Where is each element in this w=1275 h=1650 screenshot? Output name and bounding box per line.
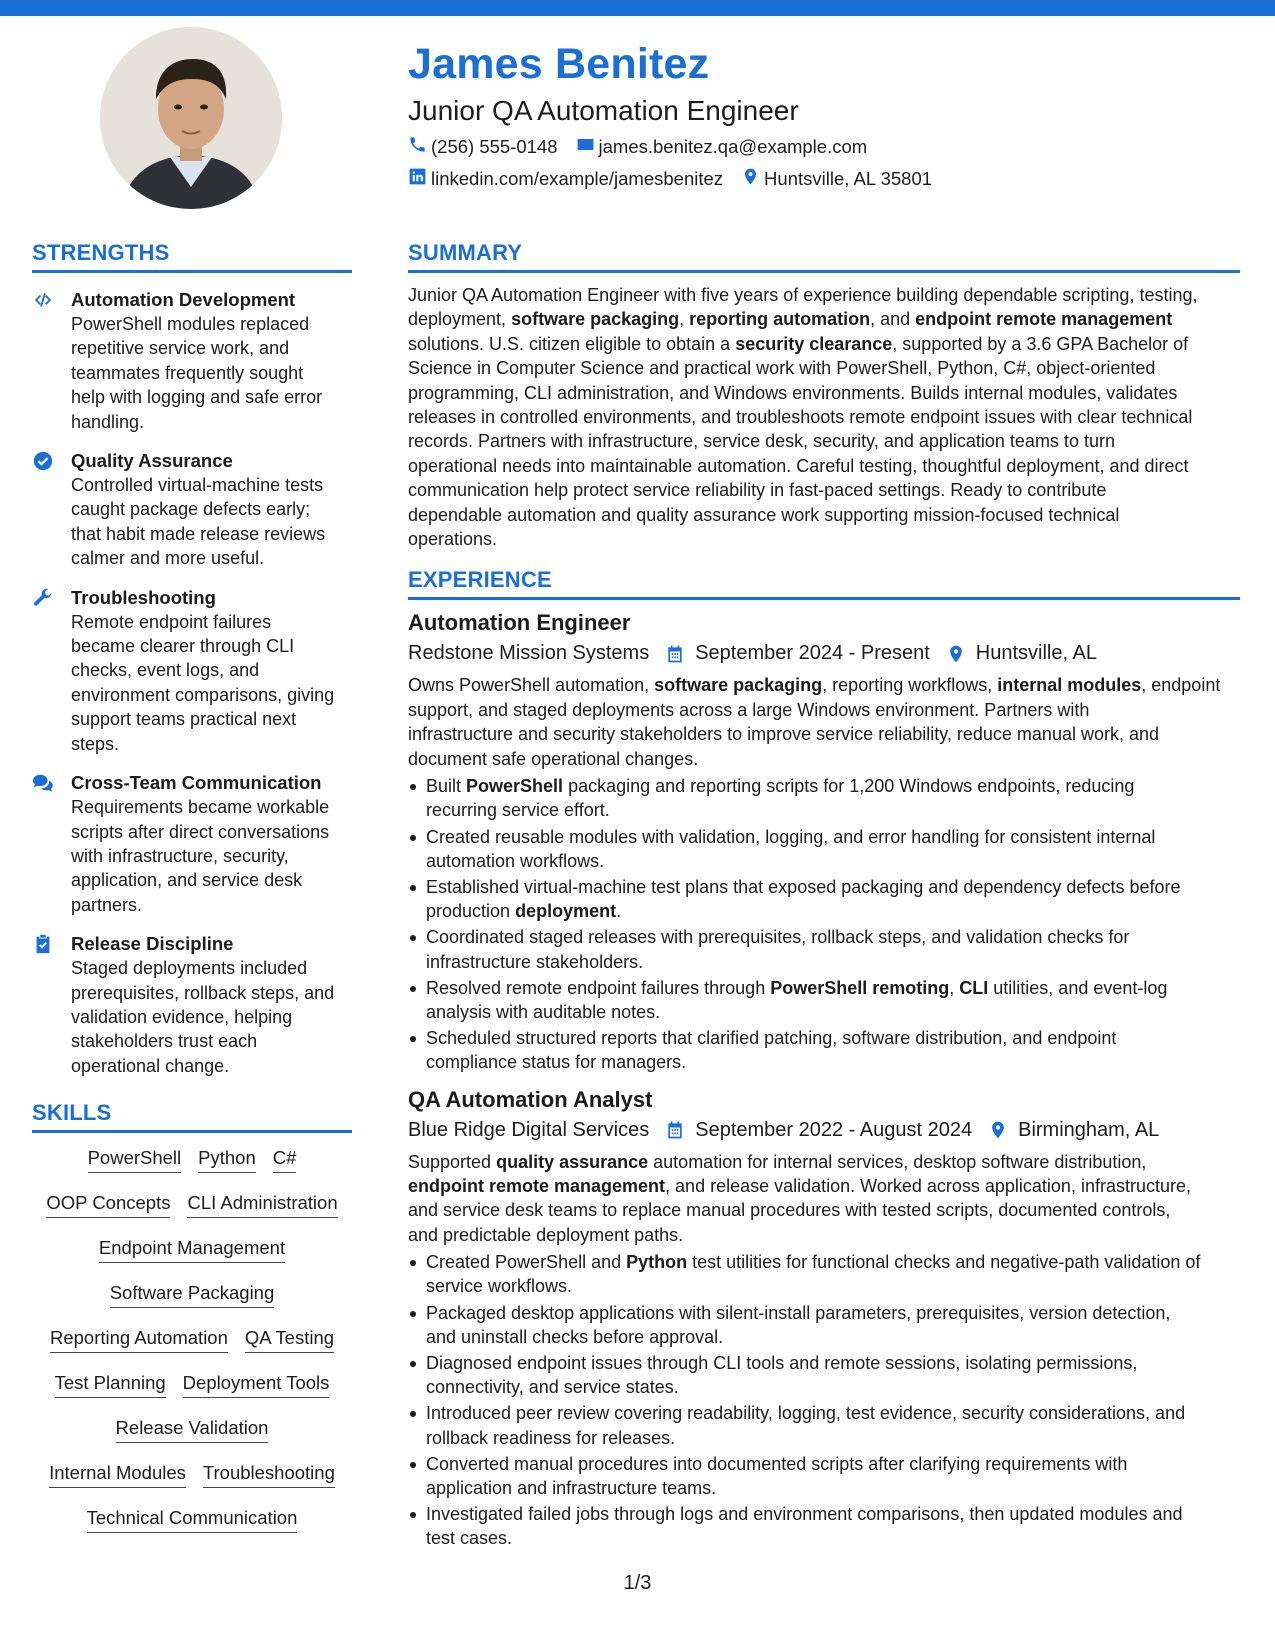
bold-keyword: quality assurance: [496, 1151, 649, 1172]
comments-icon: [32, 772, 54, 794]
strength-line: checks, event logs, and: [71, 660, 260, 681]
left-column: [32, 240, 352, 1552]
strength-line: Remote endpoint failures: [71, 611, 272, 632]
bold-keyword: security clearance: [735, 333, 893, 354]
bullet-item: [408, 976, 1240, 1024]
text-segment: Scheduled structured reports that clarified patching, software distribution, and endpoint: [426, 1028, 1117, 1049]
skills-row: [32, 1417, 352, 1462]
calendar-icon: [649, 1120, 695, 1140]
company-name: Redstone Mission Systems: [408, 642, 650, 665]
strength-line: operational change.: [71, 1055, 230, 1076]
text-segment: Created PowerShell and: [426, 1252, 627, 1273]
strength-line: stakeholders trust each: [71, 1031, 258, 1052]
skill-tag: Endpoint Management: [99, 1237, 285, 1263]
linkedin-icon: [408, 167, 427, 191]
skill-tag: Troubleshooting: [203, 1462, 335, 1488]
text-segment: application and infrastructure teams.: [426, 1477, 717, 1498]
bold-keyword: software packaging: [511, 309, 680, 330]
job-description: [408, 1150, 1240, 1248]
bullet-item: [408, 774, 1240, 822]
job-dates: September 2022 - August 2024: [695, 1118, 973, 1141]
bullet-item: [408, 1301, 1240, 1349]
text-segment: .: [616, 901, 622, 922]
strength-line: that habit made release reviews: [71, 523, 326, 544]
contact-row-2: [408, 167, 932, 191]
skill-tag: Technical Communication: [87, 1507, 298, 1533]
job-title: Automation Engineer: [408, 610, 631, 636]
text-segment: releases in controlled environments, and troubleshoots remote endpoint issues with clear technical: [408, 407, 1193, 428]
text-segment: Diagnosed endpoint issues through CLI tools and remote sessions, isolating permissions,: [426, 1352, 1138, 1373]
text-segment: Junior QA Automation Engineer with five years of experience building dependable scripting, testing,: [408, 285, 1198, 305]
strength-description: [71, 956, 352, 1078]
strength-item: [32, 770, 352, 917]
text-segment: automation workflows.: [426, 850, 605, 871]
text-segment: Established virtual-machine test plans that exposed packaging and dependency defects before: [426, 876, 1181, 897]
skills-row: [32, 1507, 352, 1552]
job-title: QA Automation Analyst: [408, 1086, 653, 1112]
bold-keyword: CLI: [959, 977, 989, 998]
text-segment: automation for internal services, desktop software distribution,: [648, 1151, 1147, 1172]
strength-line: environment comparisons, giving: [71, 684, 335, 705]
bold-keyword: reporting automation: [689, 309, 871, 330]
skill-tag: C#: [273, 1147, 297, 1173]
strength-title: Troubleshooting: [71, 586, 216, 608]
strength-item: [32, 931, 352, 1078]
bullet-item: [408, 825, 1240, 873]
bold-keyword: PowerShell: [466, 776, 564, 797]
text-segment: Owns PowerShell automation,: [408, 675, 655, 696]
text-segment: document safe operational changes.: [408, 748, 699, 769]
strength-line: repetitive service work, and: [71, 338, 290, 359]
strength-item: [32, 585, 352, 756]
text-segment: dependable automation and quality assurance work supporting mission-focused technical: [408, 504, 1120, 525]
text-segment: Investigated failed jobs through logs and environment comparisons, then updated modules and: [426, 1504, 1183, 1525]
strength-line: steps.: [71, 733, 120, 754]
text-segment: , reporting workflows,: [822, 675, 998, 696]
strength-item: [32, 287, 352, 434]
text-segment: ,: [679, 309, 690, 330]
calendar-icon: [649, 644, 695, 664]
bullet-item: [408, 875, 1240, 923]
right-column: [408, 240, 1240, 1553]
text-segment: , and release validation. Worked across application, infrastructure,: [665, 1175, 1191, 1196]
map-pin-icon: [972, 1120, 1018, 1140]
bullet-item: [408, 1401, 1240, 1449]
linkedin-text: linkedin.com/example/jamesbenitez: [431, 168, 724, 189]
wrench-icon: [32, 587, 54, 609]
candidate-title: Junior QA Automation Engineer: [408, 95, 799, 126]
bullet-item: [408, 1351, 1240, 1399]
top-accent-bar: [0, 0, 1275, 16]
skills-row: [32, 1462, 352, 1507]
strength-title: Quality Assurance: [71, 450, 233, 472]
strength-description: [71, 473, 352, 571]
skills-row: [32, 1372, 352, 1417]
bold-keyword: Python: [626, 1252, 688, 1273]
strength-line: validation evidence, helping: [71, 1006, 293, 1027]
bold-keyword: software packaging: [654, 675, 823, 696]
strength-title: Release Discipline: [71, 933, 234, 955]
skill-tag: OOP Concepts: [46, 1192, 170, 1218]
text-segment: rollback readiness for releases.: [426, 1427, 676, 1448]
text-segment: records. Partners with infrastructure, service desk, security, and application teams to turn: [408, 431, 1115, 452]
text-segment: , supported by a 3.6 GPA Bachelor of: [892, 333, 1189, 354]
skill-tag: CLI Administration: [187, 1192, 337, 1218]
bold-keyword: PowerShell remoting: [770, 977, 950, 998]
text-segment: operations.: [408, 529, 498, 550]
strength-line: calmer and more useful.: [71, 548, 265, 569]
experience-heading: EXPERIENCE: [408, 567, 1240, 600]
contact-row-1: [408, 135, 867, 159]
summary-heading: SUMMARY: [408, 240, 1240, 273]
text-segment: deployment,: [408, 309, 512, 330]
strength-line: scripts after direct conversations: [71, 821, 330, 842]
skills-row: [32, 1282, 352, 1327]
linkedin-contact[interactable]: [408, 167, 723, 191]
text-segment: recurring service effort.: [426, 800, 610, 821]
skills-row: [32, 1147, 352, 1192]
strength-description: [71, 312, 352, 434]
text-segment: Introduced peer review covering readability, logging, test evidence, security considerations, and: [426, 1403, 1186, 1424]
phone-contact[interactable]: [408, 135, 558, 159]
text-segment: test utilities for functional checks and negative-path validation of: [687, 1252, 1201, 1273]
strength-line: PowerShell modules replaced: [71, 314, 310, 334]
strength-title: Cross-Team Communication: [71, 772, 322, 794]
text-segment: and uninstall checks before approval.: [426, 1326, 724, 1347]
strength-line: Staged deployments included: [71, 958, 308, 979]
bold-keyword: endpoint remote management: [408, 1175, 666, 1196]
candidate-name: James Benitez: [408, 40, 710, 88]
phone-text: (256) 555-0148: [431, 136, 558, 157]
bullet-item: [408, 1026, 1240, 1074]
text-segment: communication help protect service reliability in fast-paced settings. Ready to contribute: [408, 480, 1107, 501]
strength-item: [32, 448, 352, 571]
skill-tag: Internal Modules: [49, 1462, 186, 1488]
job-entry: [408, 1087, 1240, 1551]
skills-row: [32, 1192, 352, 1237]
check-circle-icon: [32, 450, 54, 472]
job-location: Birmingham, AL: [1018, 1118, 1160, 1141]
skill-tag: Deployment Tools: [183, 1372, 330, 1398]
text-segment: utilities, and event-log: [988, 977, 1168, 998]
job-bullets: [408, 1250, 1240, 1550]
skills-heading: SKILLS: [32, 1100, 352, 1133]
strength-line: partners.: [71, 894, 143, 915]
experience-list: [408, 610, 1240, 1550]
strengths-list: [32, 287, 352, 1078]
skill-tag: PowerShell: [88, 1147, 182, 1173]
email-text: james.benitez.qa@example.com: [598, 136, 868, 157]
text-segment: and predictable deployment paths.: [408, 1224, 684, 1245]
clipboard-check-icon: [32, 933, 54, 955]
text-segment: ,: [949, 977, 960, 998]
skill-tag: Release Validation: [116, 1417, 269, 1443]
bold-keyword: endpoint remote management: [915, 309, 1173, 330]
strength-description: [71, 610, 352, 756]
skill-tag: Test Planning: [55, 1372, 166, 1398]
code-icon: [32, 289, 54, 311]
strength-line: application, and service desk: [71, 870, 303, 891]
text-segment: connectivity, and service states.: [426, 1377, 679, 1398]
strength-description: [71, 795, 352, 917]
job-bullets: [408, 774, 1240, 1074]
bold-keyword: internal modules: [997, 675, 1142, 696]
strength-line: became clearer through CLI: [71, 636, 295, 657]
profile-photo: [100, 27, 282, 209]
skill-tag: Python: [198, 1147, 256, 1173]
text-segment: Packaged desktop applications with silent-install parameters, prerequisites, version detection,: [426, 1302, 1171, 1323]
skills-list: [32, 1147, 352, 1552]
bullet-item: [408, 1502, 1240, 1550]
bullet-item: [408, 1250, 1240, 1298]
text-segment: infrastructure and security stakeholders to improve service reliability, reduce manual work, and: [408, 724, 1159, 745]
strength-line: with infrastructure, security,: [71, 845, 289, 866]
skill-tag: QA Testing: [245, 1327, 334, 1353]
text-segment: , endpoint: [1141, 675, 1221, 696]
strength-line: Requirements became workable: [71, 797, 330, 818]
job-meta: [408, 1119, 1240, 1142]
text-segment: production: [426, 901, 516, 922]
summary-text: [408, 283, 1240, 551]
job-entry: [408, 610, 1240, 1074]
strength-line: support teams practical next: [71, 709, 297, 730]
strength-title: Automation Development: [71, 289, 296, 310]
skill-tag: Software Packaging: [110, 1282, 275, 1308]
strength-line: handling.: [71, 411, 145, 432]
job-description: [408, 673, 1240, 771]
text-segment: support, and staged deployments across a large Windows environment. Partners with: [408, 699, 1090, 720]
text-segment: Converted manual procedures into documented scripts after clarifying requirements with: [426, 1453, 1128, 1474]
envelope-icon: [576, 135, 595, 159]
bullet-item: [408, 1452, 1240, 1500]
job-location: Huntsville, AL: [975, 642, 1097, 665]
map-pin-icon: [930, 644, 976, 664]
strengths-heading: STRENGTHS: [32, 240, 352, 273]
text-segment: solutions. U.S. citizen eligible to obtain a: [408, 333, 736, 354]
text-segment: compliance status for managers.: [426, 1052, 687, 1073]
job-dates: September 2024 - Present: [695, 642, 930, 665]
text-segment: Science in Computer Science and practical work with PowerShell, Python, C#, object-oriented: [408, 358, 1156, 379]
text-segment: programming, CLI administration, and Windows environments. Builds internal modules, validates: [408, 382, 1178, 403]
text-segment: and service desk teams to replace manual procedures with tested scripts, documented controls,: [408, 1200, 1171, 1221]
company-name: Blue Ridge Digital Services: [408, 1118, 650, 1141]
skills-row: [32, 1327, 352, 1372]
text-segment: Created reusable modules with validation, logging, and error handling for consistent internal: [426, 826, 1156, 847]
location-text: Huntsville, AL 35801: [764, 168, 933, 189]
email-contact[interactable]: [576, 135, 868, 159]
text-segment: service workflows.: [426, 1276, 573, 1297]
strength-line: help with logging and safe error: [71, 387, 323, 408]
text-segment: Resolved remote endpoint failures through: [426, 977, 771, 998]
strength-line: prerequisites, rollback steps, and: [71, 982, 335, 1003]
text-segment: Built: [426, 776, 467, 797]
text-segment: operational needs into maintainable automation. Careful testing, thoughtful deployment, and direct: [408, 455, 1189, 476]
text-segment: infrastructure stakeholders.: [426, 951, 644, 972]
location-contact: [741, 167, 932, 191]
skills-row: [32, 1237, 352, 1282]
text-segment: Supported: [408, 1151, 497, 1172]
text-segment: packaging and reporting scripts for 1,200 Windows endpoints, reducing: [563, 776, 1135, 797]
strength-line: teammates frequently sought: [71, 362, 304, 383]
bullet-item: [408, 925, 1240, 973]
strength-line: caught package defects early;: [71, 499, 311, 520]
text-segment: test cases.: [426, 1528, 513, 1549]
strength-line: Controlled virtual-machine tests: [71, 475, 324, 496]
page-number: 1/3: [623, 1572, 652, 1594]
job-meta: [408, 642, 1240, 665]
skill-tag: Reporting Automation: [50, 1327, 228, 1353]
bold-keyword: deployment: [515, 901, 617, 922]
text-segment: Coordinated staged releases with prerequisites, rollback steps, and validation checks for: [426, 927, 1130, 948]
text-segment: analysis with auditable notes.: [426, 1001, 661, 1022]
phone-icon: [408, 135, 427, 159]
map-pin-icon: [741, 167, 760, 191]
text-segment: , and: [870, 309, 916, 330]
